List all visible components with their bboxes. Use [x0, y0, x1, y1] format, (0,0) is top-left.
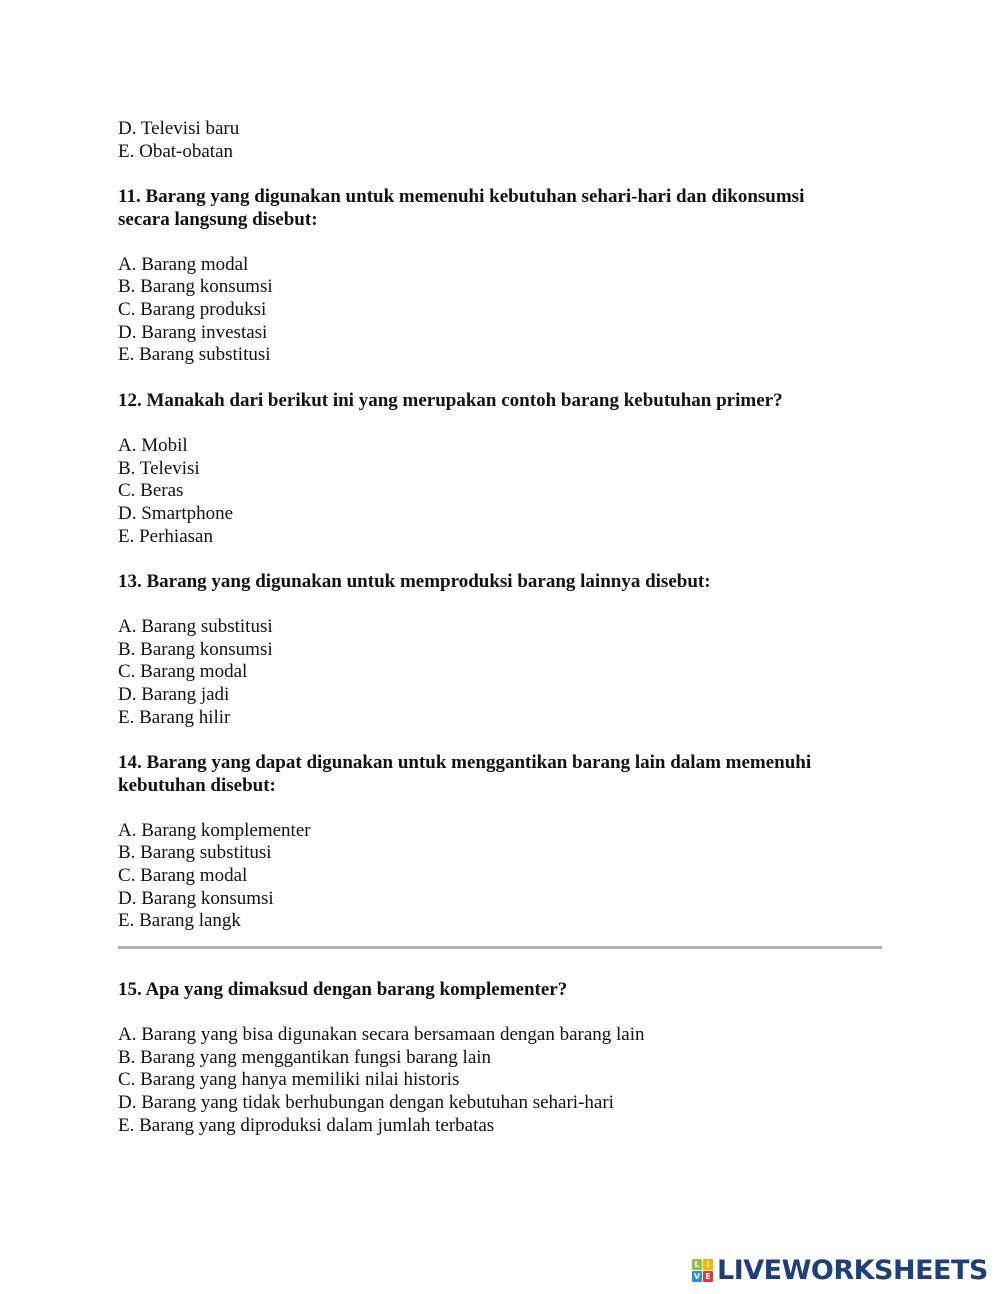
logo-tiles-icon: [692, 1259, 713, 1282]
question-text: 13. Barang yang digunakan untuk memproduksi barang lainnya disebut:: [118, 571, 711, 592]
option: D. Barang investasi: [118, 321, 268, 343]
option: A. Mobil: [118, 435, 188, 457]
question-text: 14. Barang yang dapat digunakan untuk menggantikan barang lain dalam memenuhi kebutuhan disebut:: [118, 752, 812, 796]
question-15: [118, 979, 888, 1137]
question-text: 12. Manakah dari berikut ini yang merupakan contoh barang kebutuhan primer?: [118, 390, 783, 411]
option: C. Beras: [118, 480, 184, 502]
logo-tile: V: [693, 1271, 701, 1281]
previous-options: [118, 118, 888, 163]
question-text: 11. Barang yang digunakan untuk memenuhi kebutuhan sehari-hari dan dikonsumsi secara langsung disebut:: [118, 186, 805, 230]
question-11: [118, 186, 888, 367]
logo-tile: E: [703, 1271, 713, 1282]
question-text: 15. Apa yang dimaksud dengan barang komplementer?: [118, 979, 568, 1000]
option: C. Barang produksi: [118, 298, 267, 320]
logo-text: LIVEWORKSHEETS: [717, 1254, 988, 1286]
option: E. Barang langk: [118, 910, 241, 932]
option: B. Barang konsumsi: [118, 638, 273, 660]
option: A. Barang modal: [118, 253, 249, 275]
option: A. Barang substitusi: [118, 616, 273, 638]
question-14: [118, 752, 888, 933]
option: C. Barang yang hanya memiliki nilai historis: [118, 1069, 460, 1091]
option: E. Barang substitusi: [118, 344, 271, 366]
option: E. Barang yang diproduksi dalam jumlah terbatas: [118, 1114, 495, 1136]
logo-tile: L: [692, 1259, 702, 1270]
liveworksheets-logo: [692, 1256, 988, 1284]
option: C. Barang modal: [118, 864, 248, 886]
option: D. Barang jadi: [118, 683, 230, 705]
option: E. Perhiasan: [118, 525, 213, 547]
question-12: [118, 390, 888, 548]
option: B. Televisi: [118, 457, 200, 479]
option: C. Barang modal: [118, 661, 248, 683]
option: B. Barang substitusi: [118, 842, 272, 864]
option: E. Obat-obatan: [118, 140, 234, 162]
option: D. Barang konsumsi: [118, 887, 274, 909]
option: D. Smartphone: [118, 502, 234, 524]
option: D. Televisi baru: [118, 118, 240, 139]
option: A. Barang komplementer: [118, 819, 311, 841]
question-13: [118, 571, 888, 729]
logo-tile: I: [703, 1259, 713, 1270]
divider: [118, 946, 882, 949]
option: B. Barang konsumsi: [118, 276, 273, 298]
option: D. Barang yang tidak berhubungan dengan kebutuhan sehari-hari: [118, 1091, 614, 1113]
option: A. Barang yang bisa digunakan secara bersamaan dengan barang lain: [118, 1024, 645, 1046]
option: E. Barang hilir: [118, 706, 231, 728]
option: B. Barang yang menggantikan fungsi barang lain: [118, 1046, 492, 1068]
